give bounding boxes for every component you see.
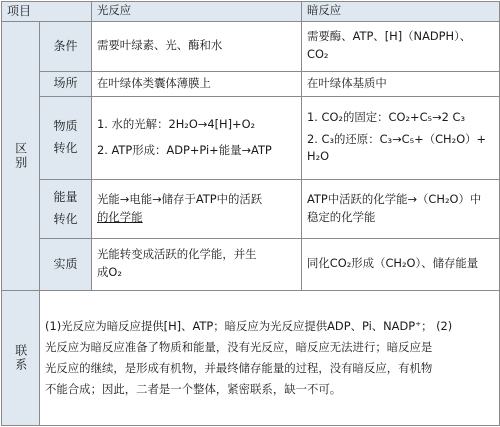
text-line: CO₂ (307, 47, 329, 62)
section-difference-label: 区别 (13, 141, 28, 170)
category-energy (40, 179, 92, 238)
text-line: 1. CO₂的固定：CO₂+C₅→2 C₃ (307, 110, 466, 125)
section-connection (2, 290, 40, 425)
text-line: 在叶绿体基质中 (307, 75, 387, 90)
comparison-table (1, 1, 500, 426)
text-line: 2. C₃的还原：C₃→C₅+（CH₂O）+ (307, 131, 487, 146)
text-line: 光反应为暗反应准备了物质和能量，没有光反应，暗反应无法进行；暗反应是 (45, 339, 433, 354)
row-location (2, 71, 500, 96)
category-location: 场所 (40, 71, 92, 96)
text-line: 同化CO₂形成（CH₂O）、储存能量 (307, 256, 479, 271)
cell-dark-substance (302, 96, 500, 179)
cell-light-condition (92, 21, 302, 71)
text-line: 稳定的化学能 (307, 209, 376, 224)
category-substance (40, 96, 92, 179)
text-line: 在叶绿体类囊体薄膜上 (97, 75, 211, 90)
row-substance (2, 96, 500, 179)
header-dark-reaction: 暗反应 (302, 2, 500, 22)
text-line: 2. ATP形成：ADP+Pi+能量→ATP (97, 142, 272, 157)
cell-dark-location (302, 71, 500, 96)
text-line: 需要叶绿素、光、酶和水 (97, 38, 223, 53)
text-line: 的化学能 (97, 209, 143, 224)
text-line: ATP中活跃的化学能→（CH₂O）中 (307, 191, 482, 206)
text-line: 1. 水的光解：2H₂O→4[H]+O₂ (97, 116, 256, 131)
row-energy (2, 179, 500, 238)
cell-light-energy (92, 179, 302, 238)
row-essence (2, 238, 500, 290)
row-condition (2, 21, 500, 71)
text-line: 光反应的继续，是形成有机物，并最终储存能量的过程，没有暗反应，有机物 (45, 360, 433, 375)
category-energy-text: 能量转化 (53, 190, 78, 226)
section-difference (2, 21, 40, 290)
text-line: 不能合成；因此，二者是一个整体，紧密联系，缺一不可。 (45, 381, 342, 396)
cell-dark-energy (302, 179, 500, 238)
category-essence: 实质 (40, 238, 92, 290)
section-connection-label: 联系 (13, 343, 28, 372)
text-line: H₂O (307, 149, 330, 164)
row-connection (2, 290, 500, 425)
header-item: 项目 (2, 2, 92, 22)
cell-light-location (92, 71, 302, 96)
text-line: 光能→电能→储存于ATP中的活跃 (97, 191, 263, 206)
cell-light-essence (92, 238, 302, 290)
cell-connection (40, 290, 500, 425)
text-line: 需要酶、ATP、[H]（NADPH）、 (307, 29, 472, 44)
category-condition: 条件 (40, 21, 92, 71)
cell-light-substance (92, 96, 302, 179)
text-line: (1)光反应为暗反应提供[H]、ATP；暗反应为光反应提供ADP、Pi、NADP⁺； (2) (45, 318, 453, 333)
text-line: 成O₂ (97, 265, 122, 280)
header-light-reaction: 光反应 (92, 2, 302, 22)
text-line: 光能转变成活跃的化学能，并生 (97, 247, 257, 262)
cell-dark-condition (302, 21, 500, 71)
category-substance-text: 物质转化 (53, 119, 78, 155)
header-row (2, 2, 500, 22)
cell-dark-essence (302, 238, 500, 290)
